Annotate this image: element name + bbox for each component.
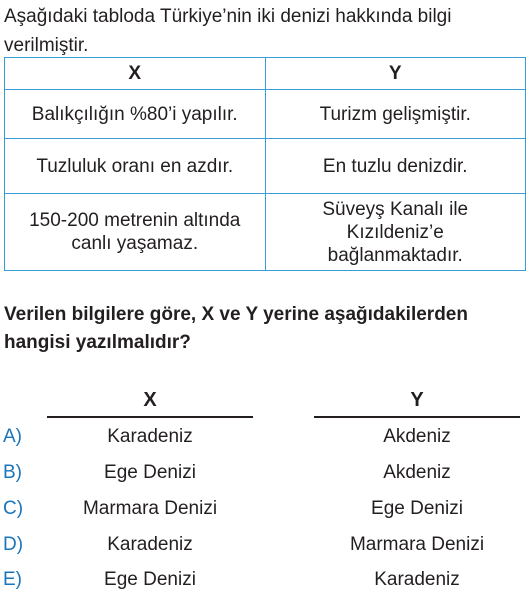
option-y-value: Akdeniz <box>383 426 451 447</box>
table-cell-y: Turizm gelişmiştir. <box>265 90 526 139</box>
table-cell-x: Balıkçılığın %80’i yapılır. <box>5 90 266 139</box>
table-cell-y: Süveyş Kanalı ile Kızıldeniz’e bağlanmaktadır. <box>265 194 526 271</box>
option-y-value: Karadeniz <box>374 569 460 590</box>
option-y-value: Ege Denizi <box>371 498 463 519</box>
option-x-value: Karadeniz <box>107 426 193 447</box>
intro-text: Aşağıdaki tabloda Türkiye’nin iki denizi hakkında bilgi verilmiştir. <box>4 6 452 56</box>
table-cell-x: 150-200 metrenin altında canlı yaşamaz. <box>5 194 266 271</box>
option-x-value: Karadeniz <box>107 534 193 555</box>
options-header-x: X <box>143 389 157 411</box>
option-y-value: Marmara Denizi <box>349 534 485 555</box>
option-letter: C) <box>3 498 24 519</box>
options-header-x-rule <box>47 416 253 418</box>
option-letter: E) <box>3 569 22 590</box>
table-header-x: X <box>5 58 266 90</box>
table-row <box>5 139 526 194</box>
option-letter: B) <box>3 462 22 483</box>
option-y-value: Akdeniz <box>383 462 451 483</box>
table-cell-x: Tuzluluk oranı en azdır. <box>5 139 266 194</box>
options-header-y: Y <box>410 389 424 411</box>
table-row <box>5 194 526 271</box>
table-header-row <box>5 58 526 90</box>
option-letter: A) <box>3 426 22 447</box>
option-x-value: Ege Denizi <box>104 462 196 483</box>
info-table <box>4 57 526 271</box>
table-cell-y: En tuzlu denizdir. <box>265 139 526 194</box>
option-x-value: Marmara Denizi <box>82 498 218 519</box>
table-header-y: Y <box>265 58 526 90</box>
table-row <box>5 90 526 139</box>
question-text: Verilen bilgilere göre, X ve Y yerine aşağıdakilerden hangisi yazılmalıdır? <box>4 304 468 353</box>
option-x-value: Ege Denizi <box>104 569 196 590</box>
option-letter: D) <box>3 534 24 555</box>
options-header-y-rule <box>314 416 520 418</box>
